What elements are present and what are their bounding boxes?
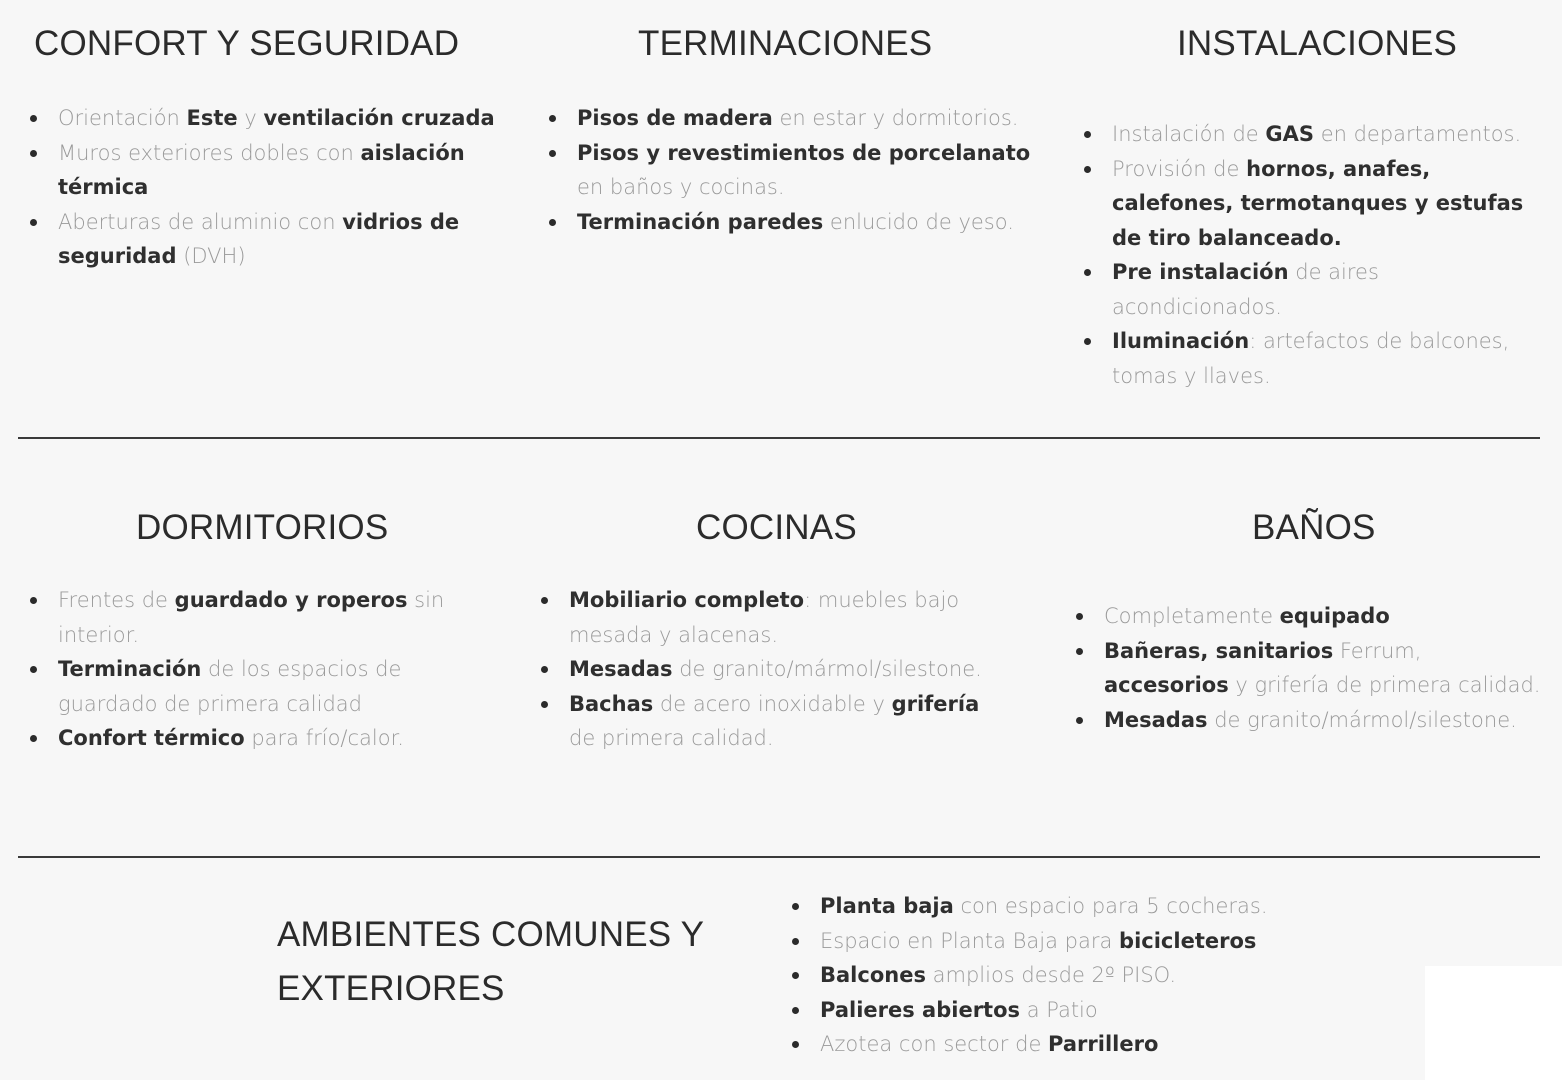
bold-text: vidrios de seguridad bbox=[58, 209, 460, 268]
list-item bbox=[569, 583, 1009, 652]
instalaciones-list bbox=[1072, 117, 1552, 393]
text: en estar y dormitorios. bbox=[772, 106, 1019, 130]
list-item bbox=[820, 993, 1380, 1028]
text: : muebles bajo mesada y alacenas. bbox=[569, 588, 960, 647]
section-divider-bottom bbox=[18, 856, 1540, 858]
text: y grifería de primera calidad. bbox=[1228, 673, 1541, 697]
banos-list bbox=[1064, 599, 1544, 737]
terminaciones-list bbox=[537, 101, 1037, 239]
list-item bbox=[1112, 117, 1552, 152]
section-divider-top bbox=[18, 437, 1540, 439]
text: en departamentos. bbox=[1314, 122, 1522, 146]
confort-seguridad-title: CONFORT Y SEGURIDAD bbox=[34, 24, 460, 63]
text: : artefactos de balcones, tomas y llaves. bbox=[1112, 329, 1510, 388]
bold-text: ventilación cruzada bbox=[263, 106, 495, 130]
list-item bbox=[820, 1027, 1380, 1062]
list-item bbox=[820, 889, 1380, 924]
bold-text: Planta baja bbox=[820, 894, 954, 918]
text: de primera calidad. bbox=[569, 726, 774, 750]
bold-text: Bañeras, sanitarios bbox=[1104, 638, 1334, 663]
list-item bbox=[820, 924, 1380, 959]
bold-text: Pisos y revestimientos de porcelanato bbox=[577, 140, 1031, 165]
cocinas-list bbox=[529, 583, 1009, 756]
text: para frío/calor. bbox=[244, 726, 404, 750]
bold-text: Bachas bbox=[569, 691, 654, 716]
ambientes-list bbox=[780, 889, 1380, 1062]
bold-text: Mesadas bbox=[569, 657, 673, 681]
bold-text: Terminación paredes bbox=[577, 209, 824, 234]
text: amplios desde 2º PISO. bbox=[925, 963, 1177, 987]
list-item bbox=[58, 721, 478, 756]
bold-text: grifería bbox=[891, 691, 980, 716]
text: en baños y cocinas. bbox=[577, 175, 785, 199]
instalaciones-title: INSTALACIONES bbox=[1177, 24, 1458, 63]
confort-seguridad-list bbox=[18, 101, 528, 274]
bold-text: Balcones bbox=[820, 963, 926, 987]
bold-text: Confort térmico bbox=[58, 726, 245, 750]
banos-title: BAÑOS bbox=[1252, 508, 1376, 547]
list-item bbox=[577, 205, 1037, 240]
list-item bbox=[58, 101, 528, 136]
list-item bbox=[1112, 255, 1552, 324]
text: Ferrum, bbox=[1333, 638, 1422, 663]
corner-patch bbox=[1425, 966, 1562, 1080]
list-item bbox=[1104, 703, 1544, 738]
bold-text: Mesadas bbox=[1104, 707, 1208, 732]
text: Orientación bbox=[58, 106, 187, 130]
bold-text: Pre instalación bbox=[1112, 260, 1289, 284]
bold-text: Parrillero bbox=[1048, 1032, 1159, 1056]
text: de acero inoxidable y bbox=[653, 691, 892, 716]
list-item bbox=[58, 583, 478, 652]
text: con espacio para 5 cocheras. bbox=[953, 894, 1268, 918]
text: a Patio bbox=[1020, 997, 1098, 1022]
text: Instalación de bbox=[1112, 122, 1266, 146]
list-item bbox=[820, 958, 1380, 993]
list-item bbox=[58, 205, 528, 274]
text: Completamente bbox=[1104, 604, 1280, 628]
list-item bbox=[58, 652, 478, 721]
text: Espacio en Planta Baja para bbox=[820, 928, 1120, 953]
list-item bbox=[58, 136, 528, 205]
list-item bbox=[577, 136, 1037, 205]
bold-text: equipado bbox=[1279, 604, 1390, 628]
list-item bbox=[577, 101, 1037, 136]
dormitorios-list bbox=[18, 583, 478, 756]
bold-text: bicicleteros bbox=[1119, 928, 1257, 953]
text: y bbox=[237, 106, 264, 130]
bold-text: Palieres abiertos bbox=[820, 997, 1021, 1022]
bold-text: hornos, anafes, calefones, termotanques y estufas de tiro balanceado. bbox=[1112, 156, 1524, 250]
text: Aberturas de aluminio con bbox=[58, 209, 343, 234]
bold-text: Mobiliario completo bbox=[569, 588, 805, 612]
dormitorios-title: DORMITORIOS bbox=[136, 508, 389, 547]
list-item bbox=[1112, 152, 1552, 256]
bold-text: Iluminación bbox=[1112, 329, 1250, 353]
text: Azotea con sector de bbox=[820, 1032, 1049, 1056]
list-item bbox=[569, 687, 1009, 756]
list-item bbox=[569, 652, 1009, 687]
text: de aires acondicionados. bbox=[1112, 260, 1379, 319]
list-item bbox=[1112, 324, 1552, 393]
text: Provisión de bbox=[1112, 156, 1247, 181]
text: Frentes de bbox=[58, 588, 175, 612]
text: Muros exteriores dobles con bbox=[58, 140, 361, 165]
bold-text: Este bbox=[186, 106, 238, 130]
bold-text: Pisos de madera bbox=[577, 106, 773, 130]
bold-text: accesorios bbox=[1104, 673, 1229, 697]
text: de granito/mármol/silestone. bbox=[672, 657, 982, 681]
text: (DVH) bbox=[176, 244, 246, 268]
text: enlucido de yeso. bbox=[823, 209, 1014, 234]
text: sin interior. bbox=[58, 588, 445, 647]
text: de granito/mármol/silestone. bbox=[1207, 707, 1517, 732]
list-item bbox=[1104, 634, 1544, 703]
terminaciones-title: TERMINACIONES bbox=[638, 24, 933, 63]
text: de los espacios de guardado de primera calidad bbox=[58, 657, 402, 716]
bold-text: GAS bbox=[1265, 122, 1315, 146]
bold-text: guardado y roperos bbox=[174, 588, 408, 612]
bold-text: aislación térmica bbox=[58, 140, 465, 199]
list-item bbox=[1104, 599, 1544, 634]
bold-text: Terminación bbox=[58, 657, 202, 681]
cocinas-title: COCINAS bbox=[696, 508, 857, 547]
ambientes-title: AMBIENTES COMUNES Y EXTERIORES bbox=[277, 915, 704, 1008]
